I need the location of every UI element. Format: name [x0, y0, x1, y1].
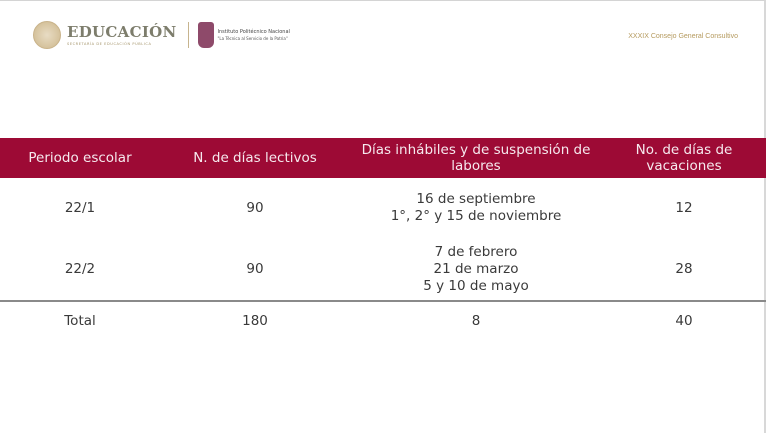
sep-logo-title: EDUCACIÓN	[67, 22, 177, 41]
holiday-line: 5 y 10 de mayo	[423, 277, 529, 294]
total-label: Total	[0, 301, 160, 340]
total-dias-inhabiles: 8	[350, 301, 602, 340]
ipn-logo	[218, 29, 290, 42]
cell-dias-inhabiles	[350, 238, 602, 301]
ipn-motto: "La Técnica al Servicio de la Patria"	[217, 35, 288, 41]
table-row	[0, 178, 766, 238]
sep-logo-subtitle: SECRETARÍA DE EDUCACIÓN PÚBLICA	[67, 41, 152, 46]
column-header-dias-inhabiles: Días inhábiles y de suspensión de labores	[350, 138, 602, 178]
cell-periodo: 22/1	[64, 199, 96, 216]
cell-dias-lectivos: 90	[246, 260, 264, 277]
ipn-emblem-icon	[198, 22, 214, 48]
column-header-vacaciones: No. de días de vacaciones	[602, 138, 766, 178]
cell-vacaciones: 12	[675, 199, 693, 216]
column-header-periodo: Periodo escolar	[0, 138, 160, 178]
cell-vacaciones: 28	[675, 260, 693, 277]
cell-dias-lectivos: 90	[246, 199, 264, 216]
table-row	[0, 238, 766, 301]
logo-divider	[188, 22, 189, 48]
table-header-row	[0, 138, 766, 178]
table-total-row	[0, 301, 766, 340]
sep-logo	[67, 24, 177, 47]
holiday-line: 16 de septiembre	[416, 191, 536, 207]
total-dias-lectivos: 180	[160, 301, 350, 340]
cell-dias-inhabiles	[350, 178, 602, 238]
school-calendar-table	[0, 138, 766, 340]
holiday-line: 1°, 2° y 15 de noviembre	[390, 208, 562, 224]
holiday-line: 21 de marzo	[433, 260, 519, 277]
cell-periodo: 22/2	[64, 260, 96, 277]
holiday-line: 7 de febrero	[434, 243, 518, 260]
ipn-name: Instituto Politécnico Nacional	[217, 28, 290, 35]
event-label: XXXIX Consejo General Consultivo	[628, 33, 738, 40]
column-header-dias-lectivos: N. de días lectivos	[160, 138, 350, 178]
mexico-seal-icon	[33, 21, 61, 49]
total-vacaciones: 40	[602, 301, 766, 340]
header-logos	[33, 19, 290, 51]
